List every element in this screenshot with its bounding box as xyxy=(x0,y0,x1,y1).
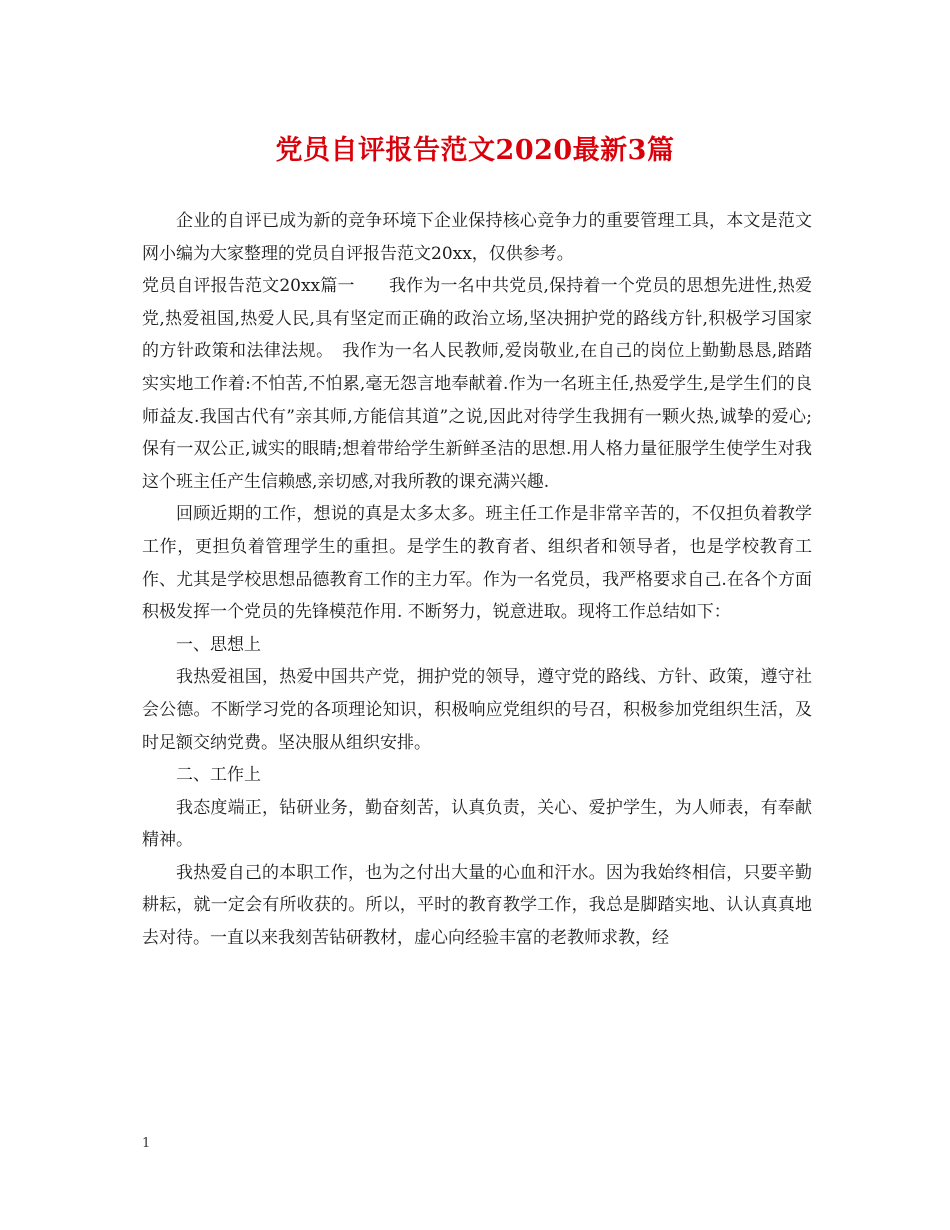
document-title: 党员自评报告范文2020最新3篇 xyxy=(275,135,675,166)
paragraph-thought: 我热爱祖国，热爱中国共产党，拥护党的领导，遵守党的路线、方针、政策，遵守社会公德。不断学习党的各项理论知识，积极响应党组织的号召，积极参加党组织生活，及时足额交纳党费。坚决服从组织安排。 xyxy=(142,667,812,753)
heading-work: 二、工作上 xyxy=(176,765,261,786)
paragraph-section-one: 党员自评报告范文20xx篇一 我作为一名中共党员,保持着一个党员的思想先进性,热爱党,热爱祖国,热爱人民,具有坚定而正确的政治立场,坚决拥护党的路线方针,积极学习国家的方针政策和法律法规。 我作为一名人民教师,爱岗敬业,在自己的岗位上勤勤恳恳,踏踏实实地工作着:不怕苦,不怕累,毫无怨言地奉献着.作为一名班主任,热爱学生,是学生们的良师益友.我国古代有”亲其师,方能信其道”之说,因此对待学生我拥有一颗火热,诚挚的爱心;保有一双公正,诚实的眼睛;想着带给学生新鲜圣洁的思想.用人格力量征服学生使学生对我这个班主任产生信赖感,亲切感,对我所教的课充满兴趣. xyxy=(142,276,812,492)
page-number: 1 xyxy=(142,1136,151,1151)
paragraph-intro: 企业的自评已成为新的竞争环境下企业保持核心竞争力的重要管理工具，本文是范文网小编为大家整理的党员自评报告范文20xx，仅供参考。 xyxy=(142,211,812,264)
heading-thought: 一、思想上 xyxy=(176,634,261,655)
document-body xyxy=(142,205,812,955)
paragraph-work-dedication: 我热爱自己的本职工作，也为之付出大量的心血和汗水。因为我始终相信，只要辛勤耕耘，就一定会有所收获的。所以，平时的教育教学工作，我总是脚踏实地、认认真真地去对待。一直以来我刻苦钻研教材，虚心向经验丰富的老教师求教，经 xyxy=(142,862,812,949)
paragraph-review: 回顾近期的工作，想说的真是太多太多。班主任工作是非常辛苦的，不仅担负着教学工作，更担负着管理学生的重担。是学生的教育者、组织者和领导者，也是学校教育工作、尤其是学校思想品德教育工作的主力军。作为一名党员，我严格要求自己.在各个方面积极发挥一个党员的先锋模范作用. 不断努力，锐意进取。现将工作总结如下： xyxy=(142,504,812,623)
paragraph-work-attitude: 我态度端正，钻研业务，勤奋刻苦，认真负责，关心、爱护学生，为人师表，有奉献精神。 xyxy=(142,797,812,851)
